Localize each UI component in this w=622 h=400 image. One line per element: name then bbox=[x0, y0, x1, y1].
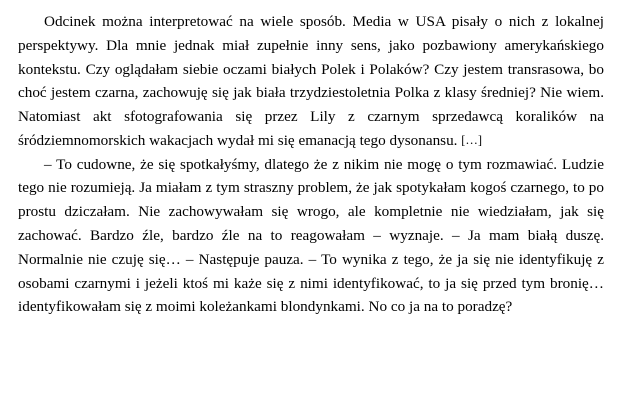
paragraph-2: – To cudowne, że się spotkałyśmy, dlatego że z nikim nie mogę o tym rozmawiać. Ludzie tego nie rozumieją. Ja miałam z tym straszny problem, że jak spotykałam kogoś czarnego, to po prostu dziczałam. Nie zachowywałam się wrogo, ale kompletnie nie wiedziałam, jak się zachować. Bardzo źle, bardzo źle na to reagowałam – wyznaje. – Ja mam białą duszę. Normalnie nie czuję się… – Następuje pauza. – To wynika z tego, że ja się nie identyfikuję z osobami czarnymi i jeżeli ktoś mi każe się z nimi identyfikować, to ja się przed tym bronię… identyfikowałam się z moimi koleżankami blondynkami. No co ja na to poradzę? bbox=[18, 155, 604, 316]
omission-bracket: […] bbox=[461, 132, 483, 147]
paragraph-1-text: Odcinek można interpretować na wiele sposób. Media w USA pisały o nich z lokalnej perspektywy. Dla mnie jednak miał zupełnie inny sens, jako pozbawiony amerykańskiego kontekstu. Czy oglądałam siebie oczami białych Polek i Polaków? Czy jestem transrasowa, bo choć jestem czarna, zachowuję się jak biała trzydziestoletnia Polka z klasy średniej? Nie wiem. Natomiast akt sfotografowania się przez Lily z czarnym sprzedawcą koralików na śródziemnomorskich wakacjach wydał mi się emanacją tego dysonansu. bbox=[18, 13, 604, 149]
paragraph-1 bbox=[18, 10, 604, 153]
body-text-column bbox=[18, 10, 604, 319]
